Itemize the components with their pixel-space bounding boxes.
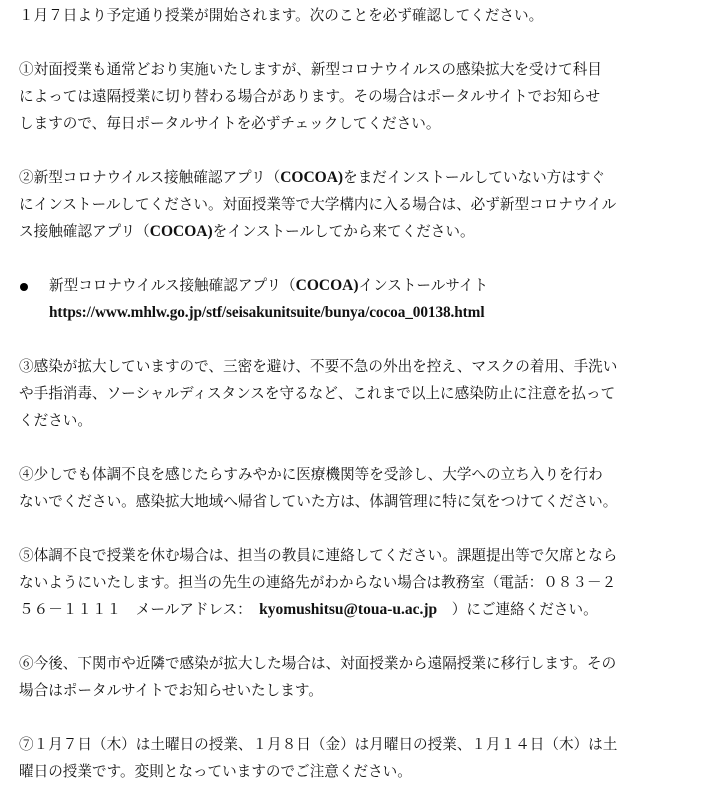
item1-line: によっては遠隔授業に切り替わる場合があります。その場合はポータルサイトでお知らせ [19, 88, 601, 105]
item7-line: ⑦１月７日（木）は土曜日の授業、１月８日（金）は月曜日の授業、１月１４日（木）は土 [19, 736, 618, 753]
item5-line [19, 596, 691, 623]
item5-paragraph [19, 542, 691, 623]
item4-line: ④少しでも体調不良を感じたらすみやかに医療機関等を受診し、大学への立ち入りを行わ [19, 466, 603, 483]
item6-paragraph [19, 650, 691, 704]
item7-paragraph [19, 731, 691, 785]
item5-line: ないようにいたします。担当の先生の連絡先がわからない場合は教務室（電話：０８３－２ [19, 574, 617, 591]
item2-paragraph [19, 164, 691, 245]
cocoa-app-name: COCOA) [280, 169, 344, 186]
item2-text: ②新型コロナウイルス接触確認アプリ（ [19, 169, 281, 186]
item2-text: ス接触確認アプリ（ [19, 223, 150, 240]
item2-text: をインストールしてから来てください。 [212, 223, 475, 240]
item5-text: ）にご連絡ください。 [437, 601, 598, 618]
intro-line: １月７日より予定通り授業が開始されます。次のことを必ず確認してください。 [19, 7, 544, 24]
cocoa-install-bullet [19, 272, 691, 326]
item2-line: にインストールしてください。対面授業等で大学構内に入る場合は、必ず新型コロナウイル [19, 196, 617, 213]
bullet-text: 新型コロナウイルス接触確認アプリ（ [49, 277, 296, 294]
item2-line [19, 218, 691, 245]
item1-line: しますので、毎日ポータルサイトを必ずチェックしてください。 [19, 115, 441, 132]
bullet-text: インストールサイト [358, 277, 489, 294]
item3-paragraph [19, 353, 691, 434]
item3-line: ください。 [19, 412, 92, 429]
item3-line: や手指消毒、ソーシャルディスタンスを守るなど、これまで以上に感染防止に注意を払って [19, 385, 616, 402]
cocoa-app-name: COCOA) [295, 277, 359, 294]
intro-paragraph [19, 2, 691, 29]
item4-paragraph [19, 461, 691, 515]
item7-line: 曜日の授業です。変則となっていますのでご注意ください。 [19, 763, 412, 780]
notice-document [19, 2, 691, 812]
item2-text: をまだインストールしていない方はすぐ [343, 169, 606, 186]
bullet-dot-icon [20, 283, 28, 291]
item6-line: 場合はポータルサイトでお知らせいたします。 [19, 682, 323, 699]
item1-paragraph [19, 56, 691, 137]
item2-line [19, 164, 691, 191]
item4-line: ないでください。感染拡大地域へ帰省していた方は、体調管理に特に気をつけてください。 [19, 493, 618, 510]
cocoa-install-url[interactable]: https://www.mhlw.go.jp/stf/seisakunitsuite/bunya/cocoa_00138.html [49, 304, 485, 321]
item5-text: ５６－１１１１ メールアドレス： [19, 601, 260, 618]
item5-line: ⑤体調不良で授業を休む場合は、担当の教員に連絡してください。課題提出等で欠席となら [19, 547, 618, 564]
item3-line: ③感染が拡大していますので、三密を避け、不要不急の外出を控え、マスクの着用、手洗い [19, 358, 618, 375]
item6-line: ⑥今後、下関市や近隣で感染が拡大した場合は、対面授業から遠隔授業に移行します。その [19, 655, 617, 672]
cocoa-app-name: COCOA) [149, 223, 213, 240]
bullet-label [49, 272, 691, 299]
kyomushitsu-email-link[interactable]: kyomushitsu@toua-u.ac.jp [259, 601, 438, 618]
item1-line: ①対面授業も通常どおり実施いたしますが、新型コロナウイルスの感染拡大を受けて科目 [19, 61, 602, 78]
